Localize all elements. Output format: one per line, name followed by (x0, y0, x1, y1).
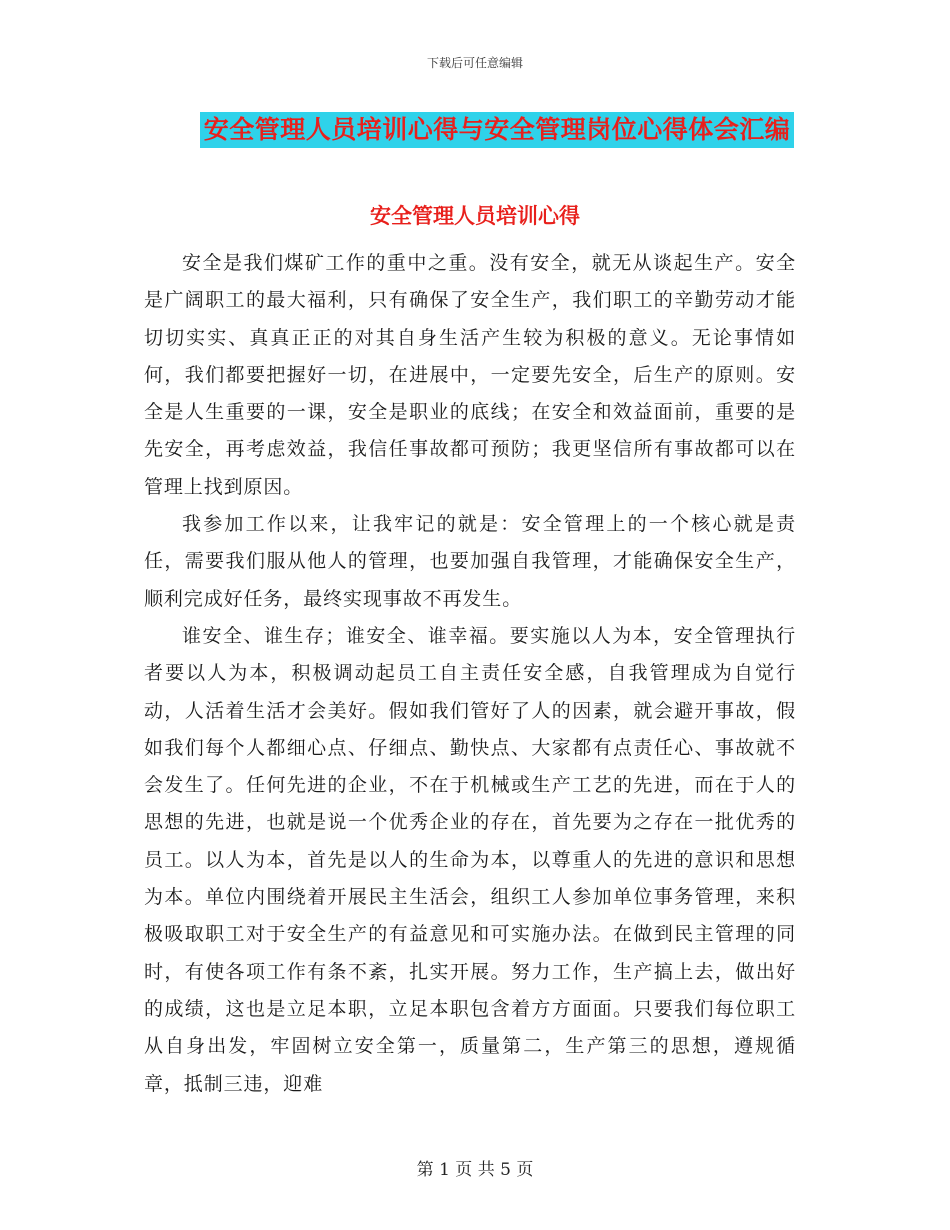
header-note: 下载后可任意编辑 (426, 56, 523, 70)
body-text (144, 245, 796, 1103)
document-title: 安全管理人员培训心得与安全管理岗位心得体会汇编 (200, 112, 795, 148)
paragraph-3: 谁安全、谁生存；谁安全、谁幸福。要实施以人为本，安全管理执行者要以人为本，积极调动起员工自主责任安全感，自我管理成为自觉行动，人活着生活才会美好。假如我们管好了人的因素，就会避开事故，假如我们每个人都细心点、仔细点、勤快点、大家都有点责任心、事故就不会发生了。任何先进的企业，不在于机械或生产工艺的先进，而在于人的思想的先进，也就是说一个优秀企业的存在，首先要为之存在一批优秀的员工。以人为本，首先是以人的生命为本，以尊重人的先进的意识和思想为本。单位内围绕着开展民主生活会，组织工人参加单位事务管理，来积极吸取职工对于安全生产的有益意见和可实施办法。在做到民主管理的同时，有使各项工作有条不紊，扎实开展。努力工作，生产搞上去，做出好的成绩，这也是立足本职，立足本职包含着方方面面。只要我们每位职工从自身出发，牢固树立安全第一，质量第二，生产第三的思想，遵规循章，抵制三违，迎难 (144, 624, 796, 1095)
section-title: 安全管理人员培训心得 (370, 203, 580, 228)
paragraph-1: 安全是我们煤矿工作的重中之重。没有安全，就无从谈起生产。安全是广阔职工的最大福利，只有确保了安全生产，我们职工的辛勤劳动才能切切实实、真真正正的对其自身生活产生较为积极的意义。无论事情如何，我们都要把握好一切，在进展中，一定要先安全，后生产的原则。安全是人生重要的一课，安全是职业的底线；在安全和效益面前，重要的是先安全，再考虑效益，我信任事故都可预防；我更坚信所有事故都可以在管理上找到原因。 (144, 252, 796, 498)
main-title-container (0, 112, 950, 148)
paragraph-2: 我参加工作以来，让我牢记的就是：安全管理上的一个核心就是责任，需要我们服从他人的管理，也要加强自我管理，才能确保安全生产，顺利完成好任务，最终实现事故不再发生。 (144, 513, 796, 610)
page-footer: 第 1 页 共 5 页 (416, 1160, 534, 1180)
